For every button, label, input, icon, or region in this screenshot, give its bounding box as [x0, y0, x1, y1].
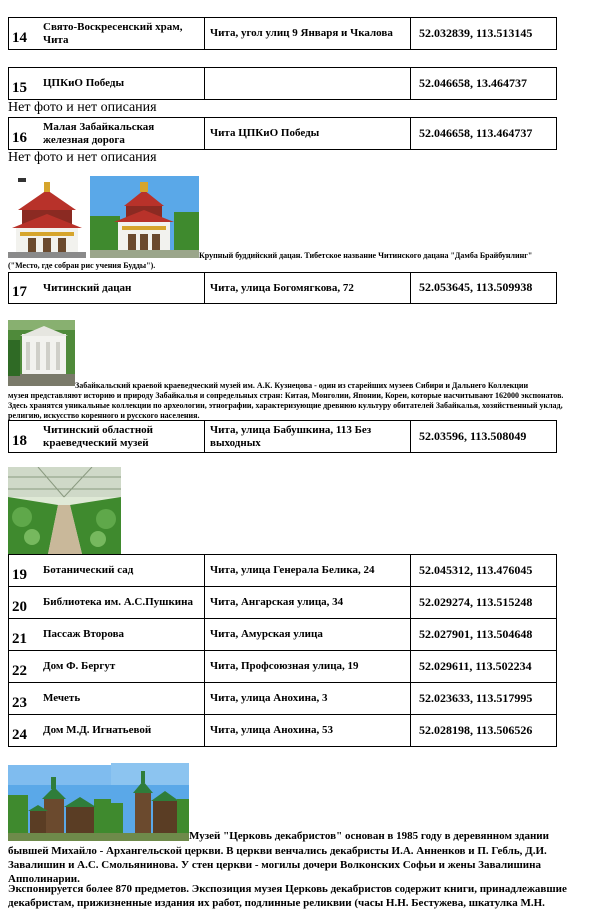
church-description-paragraph-2: Экспонируется более 870 предметов. Экспозиция музея Церковь декабристов содержит книги, принадлежавшие декабристам, прижизненные издания их работ, подлинные реликвии (часы Н.Н. Бестужева, шкатулка М.Н.	[8, 883, 567, 909]
table-row	[8, 554, 557, 587]
place-address: Чита, улица Бабушкина, 113 Без выходных	[205, 421, 411, 452]
place-coordinates: 52.046658, 13.464737	[419, 75, 527, 90]
place-coordinates: 52.045312, 113.476045	[419, 562, 533, 577]
table-row	[8, 117, 557, 150]
datsan-photo-2	[90, 176, 199, 258]
datsan-description-line2: ("Место, где собран рис учения Будды").	[8, 261, 156, 270]
place-address: Чита, Профсоюзная улица, 19	[205, 651, 411, 682]
no-photo-note: Нет фото и нет описания	[8, 150, 157, 165]
church-description: бывшей Михайло - Архангельской церкви. В церкви венчались декабристы И.А. Анненков и П. Гебль, Д.И. Завалишин и А.С. Смольянинова. У стен церкви - могилы дочери Волконских Софьи и жены Завалишина Апполинарии.	[8, 845, 547, 885]
no-photo-note: Нет фото и нет описания	[8, 100, 157, 115]
place-address	[205, 68, 411, 99]
place-name: Читинский областной краеведческий музей	[35, 421, 205, 452]
place-coordinates: 52.032839, 113.513145	[419, 25, 533, 40]
place-coordinates: 52.046658, 113.464737	[419, 125, 533, 140]
table-row	[8, 682, 557, 715]
place-address: Чита, улица Анохина, 3	[205, 683, 411, 714]
table-row	[8, 618, 557, 651]
row-number: 17	[12, 283, 27, 300]
place-address: Чита, улица Генерала Белика, 24	[205, 555, 411, 586]
place-coordinates: 52.023633, 113.517995	[419, 690, 533, 705]
place-name: Читинский дацан	[35, 273, 205, 303]
place-address: Чита, Амурская улица	[205, 619, 411, 650]
row-number: 19	[12, 566, 27, 583]
row-number: 24	[12, 726, 27, 743]
museum-description: музея представляют историю и природу Забайкалья и сопредельных стран: Китая, Монголии, Японии, Кореи, которые насчитывают 162000 экспонатов. Здесь хранятся уникальные коллекции по археологии, этнографии, характеризующие древнюю культуру обитателей Забайкалья, хозяйственный уклад, религию, искусство коренного и русского населения.	[8, 391, 564, 420]
row-number: 15	[12, 79, 27, 96]
table-row	[8, 17, 557, 50]
row-number: 20	[12, 598, 27, 615]
place-name: Дом М.Д. Игнатьевой	[35, 715, 205, 746]
place-coordinates: 52.053645, 113.509938	[419, 280, 533, 295]
row-number: 22	[12, 662, 27, 679]
place-name: Пассаж Второва	[35, 619, 205, 650]
church-description-line1: Музей "Церковь декабристов" основан в 1985 году в деревянном здании	[189, 830, 549, 842]
place-name: ЦПКиО Победы	[35, 68, 205, 99]
place-coordinates: 52.028198, 113.506526	[419, 722, 533, 737]
place-address: Чита, Ангарская улица, 34	[205, 587, 411, 618]
table-row	[8, 272, 557, 304]
decembrists-church-photo-2	[111, 763, 189, 841]
place-coordinates: 52.029611, 113.502234	[419, 658, 532, 673]
museum-photo	[8, 320, 75, 386]
table-row	[8, 650, 557, 683]
place-name: Малая Забайкальская железная дорога	[35, 118, 205, 149]
row-number: 16	[12, 129, 27, 146]
row-number: 18	[12, 432, 27, 449]
place-coordinates: 52.027901, 113.504648	[419, 626, 533, 641]
row-number: 14	[12, 29, 27, 46]
row-number: 21	[12, 630, 27, 647]
place-address: Чита ЦПКиО Победы	[205, 118, 411, 149]
table-row	[8, 67, 557, 100]
place-name: Дом Ф. Бергут	[35, 651, 205, 682]
place-name: Библиотека им. А.С.Пушкина	[35, 587, 205, 618]
place-name: Свято-Воскресенский храм, Чита	[35, 18, 205, 49]
museum-description-line1: Забайкальский краевой краеведческий музей им. А.К. Кузнецова - один из старейших музеев Сибири и Дальнего Коллекции	[75, 381, 529, 390]
table-row	[8, 420, 557, 453]
place-address: Чита, угол улиц 9 Января и Чкалова	[205, 18, 411, 49]
place-address: Чита, улица Анохина, 53	[205, 715, 411, 746]
datsan-description-line1: Крупный буддийский дацан. Тибетское название Читинского дацана "Дамба Брайбунлинг"	[199, 251, 533, 260]
place-address: Чита, улица Богомягкова, 72	[205, 273, 411, 303]
place-name: Мечеть	[35, 683, 205, 714]
decembrists-church-photo-1	[8, 765, 113, 841]
row-number: 23	[12, 694, 27, 711]
table-row	[8, 586, 557, 619]
place-coordinates: 52.03596, 113.508049	[419, 428, 527, 443]
table-row	[8, 714, 557, 747]
place-coordinates: 52.029274, 113.515248	[419, 594, 533, 609]
datsan-photo-1	[8, 176, 86, 258]
place-name: Ботанический сад	[35, 555, 205, 586]
botanical-garden-photo	[8, 467, 121, 554]
